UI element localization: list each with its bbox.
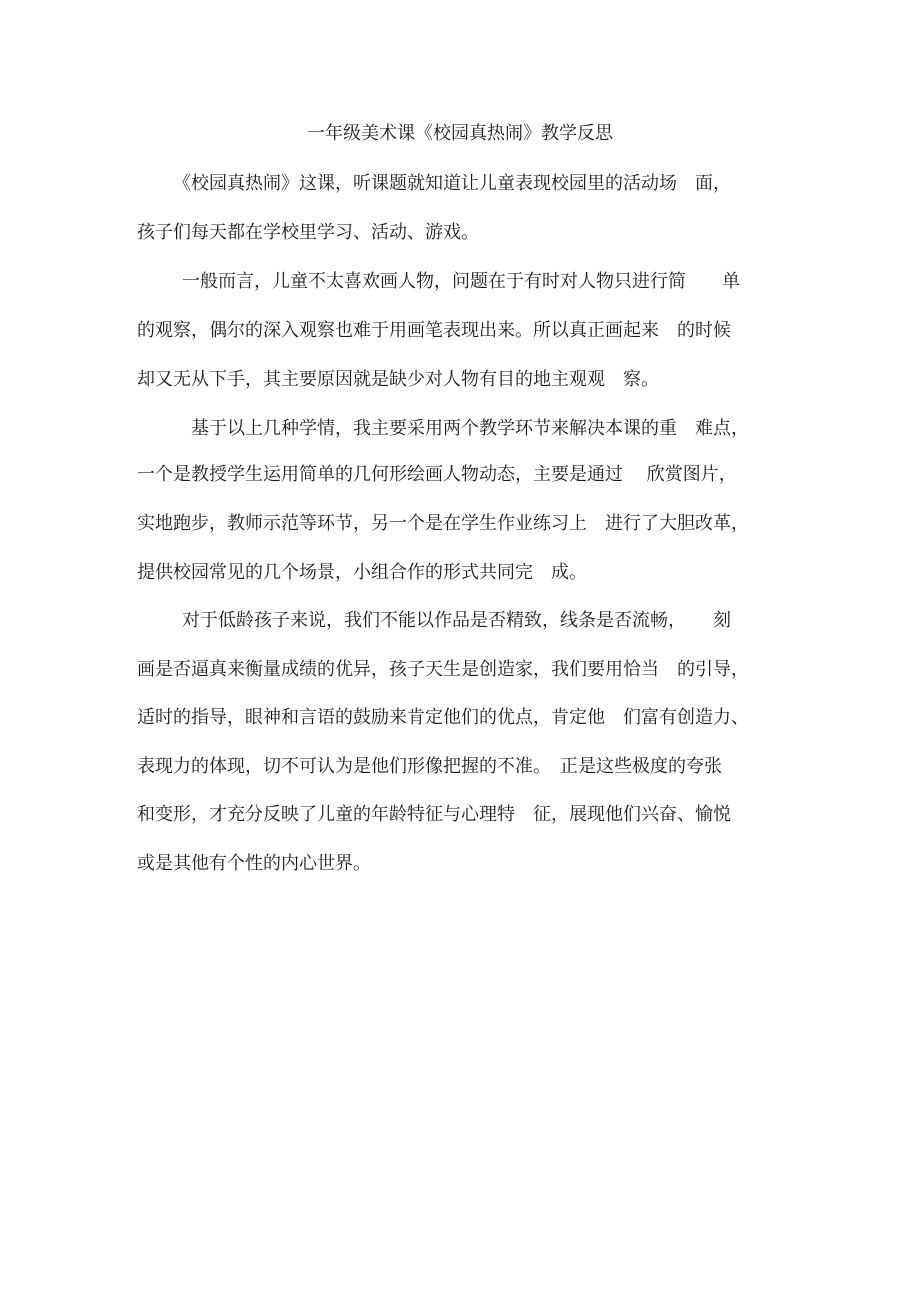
paragraph-3-line-4: 提供校园常见的几个场景，小组合作的形式共同完 成。 (137, 562, 587, 583)
paragraph-2-line-1: 一般而言，儿童不太喜欢画人物，问题在于有时对人物只进行简 单 (182, 271, 740, 292)
paragraph-4-line-3: 适时的指导，眼神和言语的鼓励来肯定他们的优点，肯定他 们富有创造力、 (137, 707, 749, 728)
paragraph-1-line-1: 《校园真热闹》这课，听课题就知道让儿童表现校园里的活动场 面， (173, 173, 731, 194)
document-title: 一年级美术课《校园真热闹》教学反思 (307, 123, 613, 144)
paragraph-2-line-2: 的观察，偶尔的深入观察也难于用画笔表现出来。所以真正画起来 的时候 (137, 320, 731, 341)
paragraph-3-line-2: 一个是教授学生运用简单的几何形绘画人物动态，主要是通过 欣赏图片， (137, 464, 737, 485)
paragraph-4-line-5: 和变形，才充分反映了儿童的年龄特征与心理特 征，展现他们兴奋、愉悦 (137, 804, 731, 825)
paragraph-4-line-6: 或是其他有个性的内心世界。 (137, 853, 371, 874)
paragraph-2-line-3: 却又无从下手，其主要原因就是缺少对人物有目的地主观观 察。 (137, 369, 659, 390)
paragraph-3-line-3: 实地跑步，教师示范等环节，另一个是在学生作业练习上 进行了大胆改革， (137, 513, 749, 534)
paragraph-3-line-1: 基于以上几种学情，我主要采用两个教学环节来解决本课的重 难点， (191, 418, 749, 439)
paragraph-1-line-2: 孩子们每天都在学校里学习、活动、游戏。 (137, 222, 479, 243)
paragraph-4-line-1: 对于低龄孩子来说，我们不能以作品是否精致，线条是否流畅， 刻 (182, 610, 731, 631)
paragraph-4-line-4: 表现力的体现，切不可认为是他们形像把握的不准。 正是这些极度的夸张 (137, 756, 722, 777)
paragraph-4-line-2: 画是否逼真来衡量成绩的优异，孩子天生是创造家，我们要用恰当 的引导， (137, 659, 749, 680)
